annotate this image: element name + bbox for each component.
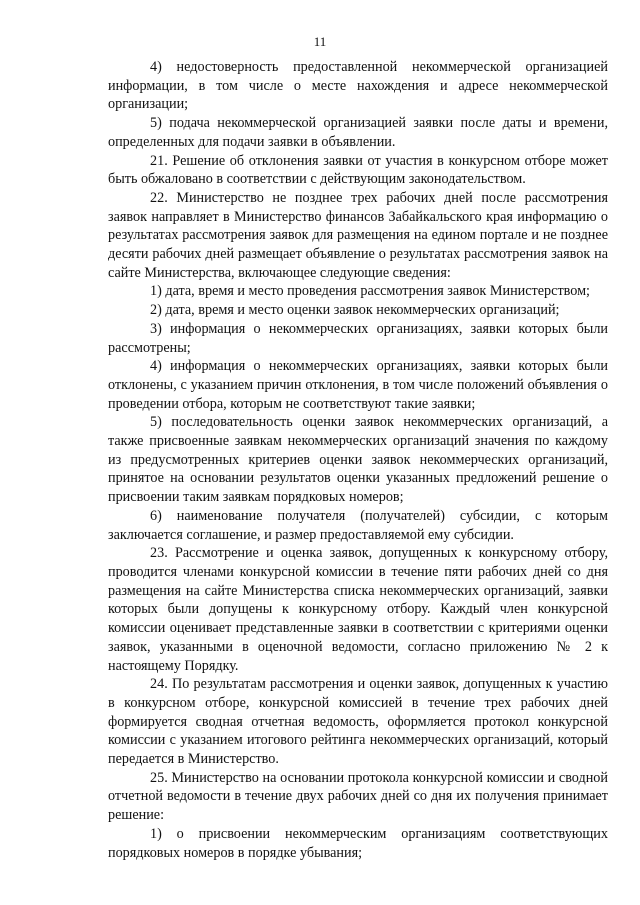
paragraph: 3) информация о некоммерческих организациях, заявки которых были рассмотрены;	[108, 320, 608, 356]
paragraph: 1) дата, время и место проведения рассмотрения заявок Министерством;	[150, 283, 590, 300]
paragraph: 1) о присвоении некоммерческим организациям соответствующих порядковых номеров в порядке убывания;	[108, 825, 608, 861]
paragraph: 2) дата, время и место оценки заявок некоммерческих организаций;	[150, 302, 560, 319]
paragraph: 4) недостоверность предоставленной некоммерческой организацией информации, в том числе о месте нахождения и адресе некоммерческой организации;	[108, 59, 608, 113]
paragraph: 21. Решение об отклонения заявки от участия в конкурсном отборе может быть обжаловано в соответствии с действующим законодательством.	[108, 152, 608, 188]
paragraph: 4) информация о некоммерческих организациях, заявки которых были отклонены, с указанием причин отклонения, в том числе положений объявления о проведении отбора, которым не соответствуют такие заявки;	[108, 358, 608, 412]
paragraph: 5) подача некоммерческой организацией заявки после даты и времени, определенных для подачи заявки в объявлении.	[108, 115, 608, 150]
paragraph: 24. По результатам рассмотрения и оценки заявок, допущенных к участию в конкурсном отборе, конкурсной комиссией в течение трех рабочих дней формируется сводная отчетная ведомость, оформляется протокол конкурсной комиссии с указанием итогового рейтинга некоммерческих организаций, который передается в Министерство.	[108, 676, 608, 768]
paragraph: 6) наименование получателя (получателей) субсидии, с которым заключается соглашение, и размер предоставляемой ему субсидии.	[108, 507, 608, 543]
paragraph: 25. Министерство на основании протокола конкурсной комиссии и сводной отчетной ведомости в течение двух рабочих дней со дня их получения принимает решение:	[108, 769, 608, 824]
paragraph: 22. Министерство не позднее трех рабочих дней после рассмотрения заявок направляет в Министерство финансов Забайкальского края информацию о результатах рассмотрения заявок для размещения на едином портале и не позднее десяти рабочих дней размещает объявление о результатах рассмотрения заявок на сайте Министерства, включающее следующие сведения:	[108, 189, 608, 281]
paragraph: 5) последовательность оценки заявок некоммерческих организаций, а также присвоенные заявкам некоммерческих организаций значения по каждому из предусмотренных критериев оценки заявок некоммерческих организаций, принятое на основании результатов оценки указанных предложений решение о присвоении таким заявкам порядковых номеров;	[108, 414, 608, 506]
paragraph: 23. Рассмотрение и оценка заявок, допущенных к конкурсному отбору, проводится членами конкурсной комиссии в течение пяти рабочих дней со дня размещения на сайте Министерства списка некоммерческих организаций, заявки которых были допущены к конкурсному отбору. Каждый член конкурсной комиссии оценивает представленные заявки в соответствии с критериями оценки заявок, указанными в оценочной ведомости, согласно приложению № 2 к настоящему Порядку.	[108, 545, 608, 674]
page-number: 11	[313, 34, 327, 49]
document-body	[108, 58, 608, 862]
